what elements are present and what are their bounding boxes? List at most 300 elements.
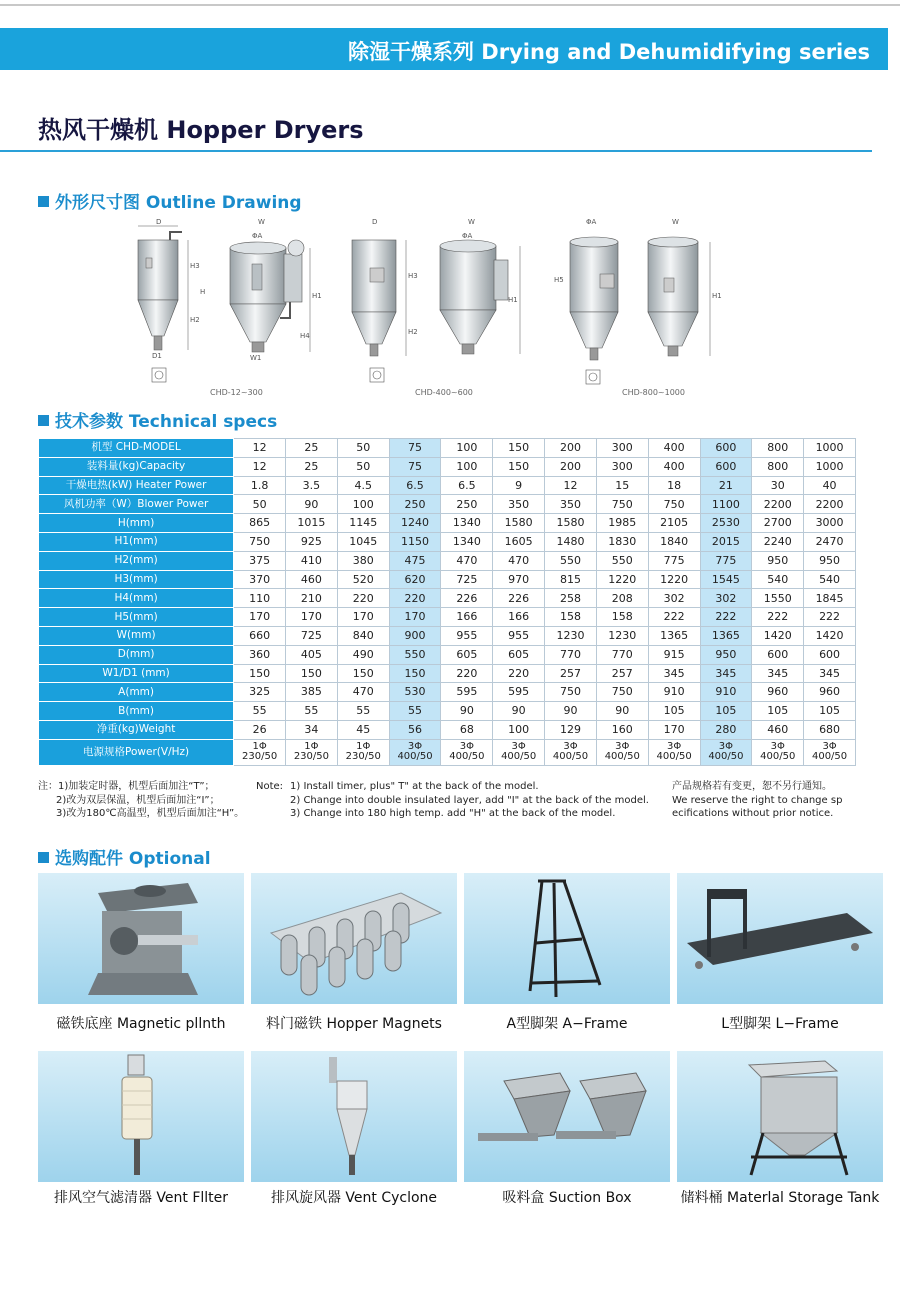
spec-cell: 345	[752, 664, 804, 683]
notes-en	[290, 780, 649, 821]
spec-cell: 325	[234, 683, 286, 702]
spec-cell: 1340	[441, 514, 493, 533]
spec-cell: 9	[493, 476, 545, 495]
spec-cell: 775	[648, 551, 700, 570]
spec-cell: 226	[441, 589, 493, 608]
power-phase: 1Φ	[252, 740, 267, 752]
spec-cell: 166	[493, 608, 545, 627]
spec-cell: 1240	[389, 514, 441, 533]
spec-row-label: W(mm)	[39, 626, 234, 645]
spec-cell: 222	[804, 608, 856, 627]
spec-cell: 300	[596, 457, 648, 476]
spec-cell-power	[234, 739, 286, 765]
material-storage-tank-image	[677, 1051, 883, 1182]
spec-cell: 750	[545, 683, 597, 702]
dim-label: H2	[408, 328, 418, 336]
accessory-label: 排风旋风器 Vent Cyclone	[270, 1190, 438, 1206]
spec-cell: 1580	[545, 514, 597, 533]
power-phase: 3Φ	[563, 740, 578, 752]
optional-heading-text: 选购配件 Optional	[55, 849, 211, 869]
spec-cell: 1230	[545, 626, 597, 645]
square-bullet-icon	[38, 196, 49, 207]
spec-row	[39, 664, 856, 683]
spec-row-label: A(mm)	[39, 683, 234, 702]
spec-cell: 915	[648, 645, 700, 664]
spec-cell: 30	[752, 476, 804, 495]
l-frame-image	[677, 873, 883, 1004]
spec-cell: 129	[545, 720, 597, 739]
spec-cell: 55	[337, 702, 389, 721]
spec-cell: 2200	[752, 495, 804, 514]
spec-cell: 1000	[804, 457, 856, 476]
spec-row-label: 装料量(kg)Capacity	[39, 457, 234, 476]
spec-cell: 460	[286, 570, 338, 589]
spec-cell: 257	[596, 664, 648, 683]
spec-cell: 400	[648, 457, 700, 476]
spec-cell-power	[286, 739, 338, 765]
specs-heading-text: 技术参数 Technical specs	[55, 412, 278, 432]
spec-row-power	[39, 739, 856, 765]
dim-label: H	[200, 288, 206, 296]
power-voltage: 400/50	[501, 751, 537, 763]
spec-cell: 150	[493, 439, 545, 458]
top-divider	[0, 4, 900, 6]
spec-cell: 955	[441, 626, 493, 645]
spec-cell: 955	[493, 626, 545, 645]
spec-row-label: H(mm)	[39, 514, 234, 533]
spec-cell: 1830	[596, 532, 648, 551]
spec-cell: 2470	[804, 532, 856, 551]
spec-cell: 750	[596, 683, 648, 702]
power-phase: 3Φ	[407, 740, 423, 752]
dim-label: W1	[250, 354, 262, 362]
square-bullet-icon	[38, 415, 49, 426]
dim-label: D1	[152, 352, 162, 360]
spec-row	[39, 720, 856, 739]
spec-row	[39, 514, 856, 533]
spec-cell: 470	[493, 551, 545, 570]
spec-cell: 660	[234, 626, 286, 645]
notes-en-label: Note:	[256, 781, 284, 792]
spec-cell: 350	[545, 495, 597, 514]
spec-row	[39, 626, 856, 645]
spec-cell: 770	[545, 645, 597, 664]
spec-cell: 45	[337, 720, 389, 739]
spec-cell: 490	[337, 645, 389, 664]
spec-cell: 12	[234, 457, 286, 476]
spec-cell: 1100	[700, 495, 752, 514]
spec-cell: 960	[752, 683, 804, 702]
spec-cell: 960	[804, 683, 856, 702]
accessory-label: 排风空气滤清器 Vent Fllter	[53, 1190, 229, 1206]
spec-cell: 210	[286, 589, 338, 608]
spec-cell: 385	[286, 683, 338, 702]
spec-cell: 1420	[804, 626, 856, 645]
spec-cell: 1150	[389, 532, 441, 551]
spec-cell: 345	[648, 664, 700, 683]
spec-cell: 208	[596, 589, 648, 608]
spec-cell: 250	[389, 495, 441, 514]
spec-cell-power	[493, 739, 545, 765]
a-frame-image	[464, 873, 670, 1004]
spec-cell: 50	[337, 457, 389, 476]
spec-cell: 910	[648, 683, 700, 702]
spec-cell: 200	[545, 457, 597, 476]
spec-cell: 595	[441, 683, 493, 702]
power-voltage: 400/50	[397, 751, 433, 763]
spec-cell: 56	[389, 720, 441, 739]
spec-row-label: D(mm)	[39, 645, 234, 664]
accessory-label: 吸料盒 Suction Box	[502, 1190, 632, 1206]
spec-cell: 100	[441, 439, 493, 458]
spec-cell: 75	[389, 439, 441, 458]
spec-cell: 280	[700, 720, 752, 739]
spec-cell: 12	[234, 439, 286, 458]
spec-cell: 100	[493, 720, 545, 739]
spec-cell: 170	[648, 720, 700, 739]
spec-cell: 4.5	[337, 476, 389, 495]
series-banner	[0, 28, 888, 70]
spec-cell: 68	[441, 720, 493, 739]
spec-row-label: B(mm)	[39, 702, 234, 721]
spec-cell: 800	[752, 457, 804, 476]
spec-cell: 170	[389, 608, 441, 627]
accessory-label: 磁铁底座 Magnetic pllnth	[56, 1016, 226, 1032]
spec-cell: 250	[441, 495, 493, 514]
spec-cell: 2700	[752, 514, 804, 533]
spec-cell: 220	[389, 589, 441, 608]
dim-label: W	[258, 218, 265, 226]
spec-cell: 90	[545, 702, 597, 721]
spec-cell: 90	[493, 702, 545, 721]
power-phase: 3Φ	[770, 740, 785, 752]
spec-cell: 55	[234, 702, 286, 721]
power-voltage: 400/50	[760, 751, 796, 763]
dim-label: H5	[554, 276, 564, 284]
spec-cell: 3.5	[286, 476, 338, 495]
spec-row-label: H5(mm)	[39, 608, 234, 627]
spec-cell: 34	[286, 720, 338, 739]
spec-row	[39, 457, 856, 476]
spec-cell-power	[804, 739, 856, 765]
accessory-label: 料门磁铁 Hopper Magnets	[266, 1016, 442, 1032]
spec-cell: 170	[286, 608, 338, 627]
spec-cell: 6.5	[389, 476, 441, 495]
power-phase: 3Φ	[511, 740, 526, 752]
spec-cell: 166	[441, 608, 493, 627]
spec-cell: 1340	[441, 532, 493, 551]
spec-cell-power	[337, 739, 389, 765]
notes-cn	[38, 780, 244, 821]
spec-row-label: 净重(kg)Weight	[39, 720, 234, 739]
specs-heading	[38, 407, 277, 432]
spec-cell: 25	[286, 439, 338, 458]
spec-cell: 170	[234, 608, 286, 627]
spec-cell-power	[752, 739, 804, 765]
spec-row-label: 机型 CHD-MODEL	[39, 439, 234, 458]
spec-cell: 750	[234, 532, 286, 551]
spec-cell: 40	[804, 476, 856, 495]
spec-cell: 302	[700, 589, 752, 608]
spec-cell: 380	[337, 551, 389, 570]
spec-cell: 18	[648, 476, 700, 495]
spec-cell: 410	[286, 551, 338, 570]
power-phase: 3Φ	[666, 740, 682, 752]
spec-cell: 1605	[493, 532, 545, 551]
spec-cell: 370	[234, 570, 286, 589]
power-voltage: 400/50	[449, 751, 485, 763]
power-phase: 3Φ	[822, 740, 837, 752]
spec-cell: 750	[648, 495, 700, 514]
spec-cell: 865	[234, 514, 286, 533]
spec-cell: 750	[596, 495, 648, 514]
note-cn-line: 3)改为180℃高温型，机型后面加注“H”。	[56, 808, 245, 819]
technical-specs-table	[38, 438, 856, 766]
spec-cell: 1580	[493, 514, 545, 533]
spec-cell: 1985	[596, 514, 648, 533]
spec-cell: 158	[545, 608, 597, 627]
spec-cell: 725	[286, 626, 338, 645]
spec-row-label: H2(mm)	[39, 551, 234, 570]
spec-cell: 222	[752, 608, 804, 627]
spec-cell: 12	[545, 476, 597, 495]
spec-cell: 345	[700, 664, 752, 683]
spec-cell: 2240	[752, 532, 804, 551]
spec-cell: 50	[234, 495, 286, 514]
spec-cell: 595	[493, 683, 545, 702]
spec-cell: 350	[493, 495, 545, 514]
power-voltage: 230/50	[242, 751, 278, 763]
spec-cell: 775	[700, 551, 752, 570]
power-voltage: 400/50	[811, 751, 848, 763]
spec-cell: 770	[596, 645, 648, 664]
spec-cell: 600	[752, 645, 804, 664]
spec-row-label: H1(mm)	[39, 532, 234, 551]
drawing-chd-400-600	[352, 218, 520, 382]
spec-cell: 680	[804, 720, 856, 739]
spec-cell: 800	[752, 439, 804, 458]
outline-drawing-svg	[130, 218, 730, 408]
outline-heading	[38, 188, 302, 213]
accessory-label: L型脚架 L−Frame	[721, 1016, 839, 1032]
spec-cell: 220	[337, 589, 389, 608]
dim-label: W	[672, 218, 679, 226]
power-phase: 3Φ	[459, 740, 474, 752]
page-title: 热风干燥机 Hopper Dryers	[38, 116, 364, 144]
drawing-caption: CHD-400~600	[415, 388, 473, 397]
spec-cell: 2105	[648, 514, 700, 533]
spec-cell: 970	[493, 570, 545, 589]
vent-cyclone-image	[251, 1051, 457, 1182]
spec-row	[39, 439, 856, 458]
spec-cell-power	[441, 739, 493, 765]
spec-row	[39, 476, 856, 495]
spec-cell: 220	[493, 664, 545, 683]
dim-label: H3	[190, 262, 200, 270]
spec-cell: 1420	[752, 626, 804, 645]
spec-cell: 258	[545, 589, 597, 608]
square-bullet-icon	[38, 852, 49, 863]
spec-cell: 1000	[804, 439, 856, 458]
power-phase: 1Φ	[304, 740, 319, 752]
spec-cell: 375	[234, 551, 286, 570]
power-voltage: 400/50	[656, 751, 692, 763]
power-voltage: 230/50	[345, 751, 381, 763]
spec-cell: 360	[234, 645, 286, 664]
spec-row-label: H3(mm)	[39, 570, 234, 589]
spec-cell-power	[700, 739, 752, 765]
drawing-chd-800-1000	[554, 218, 722, 384]
dim-label: H3	[408, 272, 418, 280]
spec-cell: 200	[545, 439, 597, 458]
spec-cell: 725	[441, 570, 493, 589]
spec-cell: 600	[804, 645, 856, 664]
spec-cell-power	[545, 739, 597, 765]
spec-cell-power	[648, 739, 700, 765]
spec-cell: 530	[389, 683, 441, 702]
power-voltage: 400/50	[604, 751, 640, 763]
spec-row	[39, 645, 856, 664]
spec-cell: 150	[493, 457, 545, 476]
spec-cell: 910	[700, 683, 752, 702]
dim-label: H4	[300, 332, 310, 340]
spec-cell: 540	[804, 570, 856, 589]
dim-label: W	[468, 218, 475, 226]
note-en-line: 2) Change into double insulated layer, add "I" at the back of the model.	[290, 794, 649, 806]
spec-cell: 105	[700, 702, 752, 721]
spec-cell: 55	[286, 702, 338, 721]
dim-label: ΦA	[586, 218, 597, 226]
spec-cell: 1220	[596, 570, 648, 589]
spec-cell: 815	[545, 570, 597, 589]
spec-cell: 150	[234, 664, 286, 683]
spec-cell: 257	[545, 664, 597, 683]
spec-cell: 550	[545, 551, 597, 570]
accessory-label: A型脚架 A−Frame	[506, 1016, 628, 1032]
spec-cell: 1220	[648, 570, 700, 589]
spec-cell: 1840	[648, 532, 700, 551]
spec-cell: 100	[441, 457, 493, 476]
spec-cell: 160	[596, 720, 648, 739]
note-cn-line: 注：1)加装定时器，机型后面加注“T”；	[38, 781, 215, 792]
reserve-line: ecifications without prior notice.	[672, 808, 834, 819]
spec-row	[39, 495, 856, 514]
reserve-line: We reserve the right to change sp	[672, 794, 843, 806]
spec-cell: 1545	[700, 570, 752, 589]
power-voltage: 400/50	[708, 751, 744, 763]
dim-label: H1	[712, 292, 722, 300]
spec-cell: 26	[234, 720, 286, 739]
spec-cell: 2530	[700, 514, 752, 533]
power-voltage: 230/50	[293, 751, 329, 763]
spec-cell: 605	[441, 645, 493, 664]
dim-label: D	[372, 218, 378, 226]
accessory-label: 储料桶 Materlal Storage Tank	[680, 1190, 880, 1206]
spec-cell: 105	[804, 702, 856, 721]
spec-cell: 6.5	[441, 476, 493, 495]
dim-label: ΦA	[252, 232, 263, 240]
drawing-caption: CHD-800~1000	[622, 388, 685, 397]
spec-cell: 90	[286, 495, 338, 514]
note-en-line: 3) Change into 180 high temp. add "H" at the back of the model.	[290, 808, 616, 819]
spec-row-label: 风机功率（W）Blower Power	[39, 495, 234, 514]
vent-filter-image	[38, 1051, 244, 1182]
spec-cell: 2200	[804, 495, 856, 514]
spec-cell: 222	[700, 608, 752, 627]
suction-box-image	[464, 1051, 670, 1182]
spec-cell: 405	[286, 645, 338, 664]
note-cn-line: 2)改为双层保温，机型后面加注“I”；	[56, 794, 220, 806]
spec-cell: 550	[596, 551, 648, 570]
spec-cell: 220	[441, 664, 493, 683]
note-en-line: 1) Install timer, plus" T" at the back of the model.	[290, 781, 539, 792]
power-phase: 3Φ	[718, 740, 734, 752]
spec-cell: 1.8	[234, 476, 286, 495]
drawing-chd-12-300	[138, 218, 322, 382]
spec-cell: 1365	[648, 626, 700, 645]
spec-cell: 950	[700, 645, 752, 664]
spec-cell: 600	[700, 457, 752, 476]
spec-cell: 15	[596, 476, 648, 495]
notes-reserve	[672, 780, 842, 821]
spec-cell: 150	[286, 664, 338, 683]
spec-cell: 1550	[752, 589, 804, 608]
spec-cell: 605	[493, 645, 545, 664]
spec-cell: 55	[389, 702, 441, 721]
spec-cell: 150	[337, 664, 389, 683]
spec-cell: 550	[389, 645, 441, 664]
spec-row	[39, 702, 856, 721]
spec-cell-power	[596, 739, 648, 765]
spec-row	[39, 589, 856, 608]
title-divider	[0, 150, 872, 152]
spec-cell: 470	[337, 683, 389, 702]
spec-cell: 3000	[804, 514, 856, 533]
spec-cell: 90	[441, 702, 493, 721]
spec-cell: 158	[596, 608, 648, 627]
magnetic-plinth-image	[38, 873, 244, 1004]
banner-title: 除湿干燥系列 Drying and Dehumidifying series	[348, 40, 870, 64]
spec-cell: 100	[337, 495, 389, 514]
optional-heading	[38, 844, 211, 869]
spec-cell: 25	[286, 457, 338, 476]
spec-cell: 170	[337, 608, 389, 627]
drawing-caption: CHD-12~300	[210, 388, 263, 397]
spec-row	[39, 683, 856, 702]
spec-cell: 1145	[337, 514, 389, 533]
spec-cell: 1230	[596, 626, 648, 645]
spec-cell: 345	[804, 664, 856, 683]
spec-cell: 105	[648, 702, 700, 721]
dim-label: ΦA	[462, 232, 473, 240]
power-phase: 3Φ	[615, 740, 630, 752]
dim-label: D	[156, 218, 162, 226]
spec-row	[39, 608, 856, 627]
spec-row	[39, 551, 856, 570]
spec-cell: 50	[337, 439, 389, 458]
spec-cell: 950	[752, 551, 804, 570]
spec-cell: 950	[804, 551, 856, 570]
dim-label: H1	[508, 296, 518, 304]
spec-cell: 400	[648, 439, 700, 458]
reserve-line: 产品规格若有变更，恕不另行通知。	[672, 781, 832, 792]
power-voltage: 400/50	[552, 751, 589, 763]
spec-row-label: H4(mm)	[39, 589, 234, 608]
spec-cell: 226	[493, 589, 545, 608]
spec-cell: 110	[234, 589, 286, 608]
spec-cell: 520	[337, 570, 389, 589]
spec-cell: 75	[389, 457, 441, 476]
